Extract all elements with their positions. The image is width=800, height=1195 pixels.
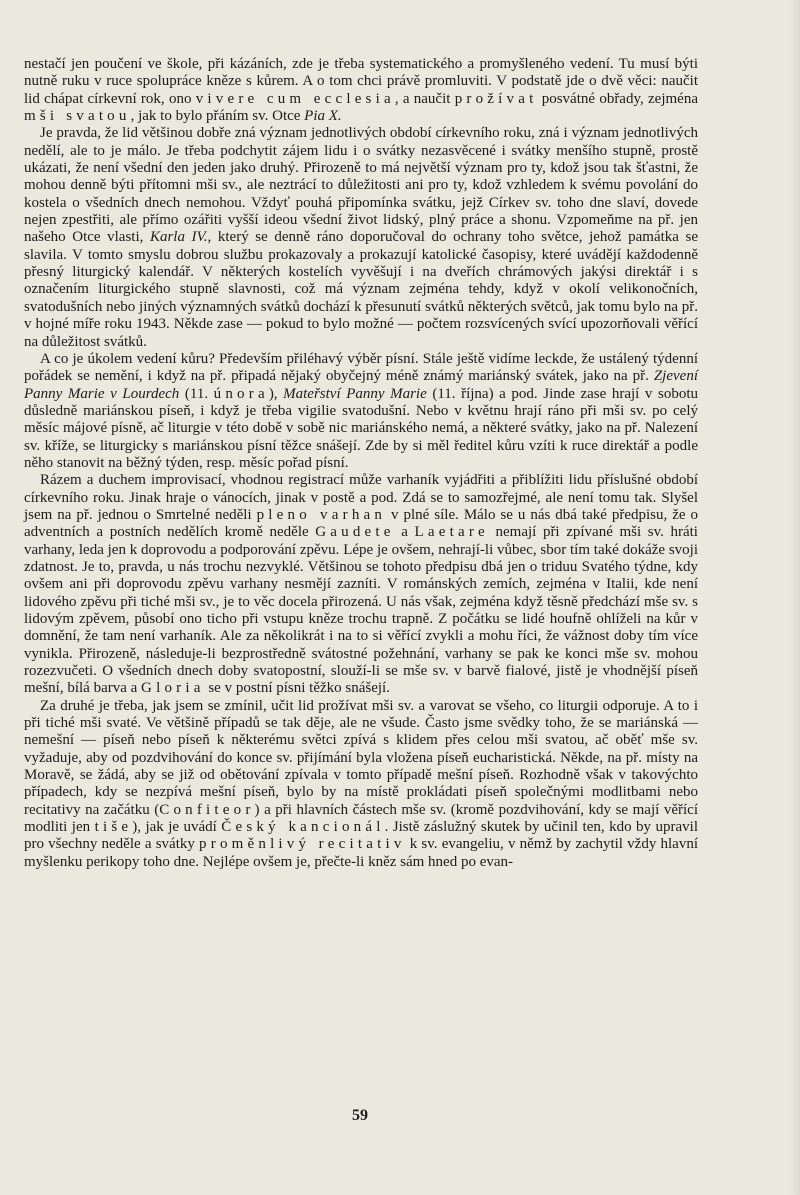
text-run: nemají při zpívané mši sv. hráti varhany, leda jen k doprovodu a podporování zpěvu. Lépe je ovšem, nehrají-li vůbec, sbor tím také dokáže svoji zdatnost. Je to, pravda, u nás trochu nezvyklé. Většinou se tohoto předpisu dbá jen o triduu Svatého týdne, kdy ovšem ani při doprovodu zpěvu varhany nesmějí zazníti. V románských zemích, zejména v Italii, kde není lidového zpěvu při tiché mši sv., je to věc docela přirozená. U nás však, zejména když těsně předchází mše sv. s lidovým zpěvem, působí ono ticho při vstupu kněze trochu trapně. Z počátku se lidé houfně ohlíželi na kůr v domnění, že tam není varhaník. Ale za několikrát i na to si věřící zvykli a mohu říci, že vážnost doby tím více vynikla. Přirozeně, následuje-li bezprostředně svátostné požehnání, varhany se pak ke konci mše sv. mohou rozezvučeti. O všedních dnech doby svatopostní, slouží-li se mše sv. v barvě fialové, jistě je vhodnější píseň mešní, bílá barva a: [24, 524, 698, 697]
text-run: A co je úkolem vedení kůru? Především přiléhavý výběr písní. Stále ještě vidíme leckde, že ustálený týdenní pořádek se nemění, i když na př. připadá nějaký obyčejný méně známý mariánský svátek, jako na př.: [24, 350, 698, 385]
spaced-text: února: [213, 385, 269, 402]
spaced-text: vivere cum ecclesia: [195, 90, 395, 107]
spaced-text: Confiteor: [159, 801, 255, 818]
spaced-text: prožívat: [454, 90, 538, 107]
paragraph: [24, 125, 698, 350]
text-run: ), jak je uvádí: [132, 819, 222, 836]
paragraph: [24, 351, 698, 472]
text-run: Za druhé je třeba, jak jsem se zmínil, učit lid prožívat mši sv. a varovat se všeho, co liturgii odporuje. A to i při tiché mši svaté. Ve většině případů se tak děje, ale ne všude. Často jsme svědky toho, že se mariánská — nemešní — píseň nebo píseň k některému světci zpívá s klidem přes celou mši svatou, ač oběť mše sv. vyžaduje, aby od pozdvihování do konce sv. přijímání byla vložena píseň eucharistická. Někde, na př. místy na Moravě, se žádá, aby se již od obětování zpívala v tomto případě mešní píseň. Rozhodně však v takovýchto případech, kdy se nezpívá mešní píseň, bylo by na místě prokládati píseň společnými modlitbami nebo recitativy na začátku (: [24, 697, 698, 818]
spaced-text: Laetare: [414, 524, 489, 541]
text-run: nestačí jen poučení ve škole, při kázáních, zde je třeba systematického a promyšleného vedení. Tu musí býti nutně ruku v ruce spolupráce kněze s kůrem. A o tom chci právě promluviti. V podstatě jde o dvě věci: naučit lid chápat církevní rok, ono: [24, 56, 698, 107]
italic-text: Pia X.: [304, 108, 342, 125]
spaced-text: proměnlivý recitativ: [199, 836, 406, 853]
text-run: Rázem a duchem improvisací, vhodnou registrací může varhaník vyjádřiti a přiblížiti lidu příslušné období církevního roku. Jinak hraje o vánocích, jinak v postě a pod. Zdá se to samozřejmé, ale není tomu tak. Slyšel jsem na př. jednou o Smrtelné neděli: [24, 472, 698, 523]
spaced-text: Český kancionál: [221, 819, 385, 836]
text-run: posvátné obřady, zejména: [537, 90, 698, 107]
italic-text: Zjevení Panny Marie v Lourdech: [24, 368, 698, 402]
page-edge-shadow: [790, 0, 800, 1195]
spaced-text: Gloria: [141, 680, 205, 697]
paragraph: [24, 56, 698, 125]
text-run: (11. října) a pod. Jinde zase hrají v sobotu důsledně mariánskou píseň, i když je třeba vigilie svatodušní. Nebo v květnu hrají ráno při mši sv. po celý měsíc májové písně, ač liturgie v této době v sobě nic mariánského nemá, a některé svátky, jako na př. Nalezení sv. kříže, se liturgicky s mariánskou písní těžce snášejí. Zde by si měl ředitel kůru vzíti k ruce direktář a podle něho stanovit na běžný týden, resp. měsíc pořad písní.: [24, 385, 698, 471]
spaced-text: Gaudete: [315, 524, 395, 541]
text-run: Je pravda, že lid většinou dobře zná význam jednotlivých období církevního roku, zná i význam jednotlivých nedělí, ale to je málo. Je třeba podchytit zájem lidu i o svátky nezasvěcené i svátky menšího stupně, prostě ukázati, že není všední den jeden jako druhý. Přirozeně to má největší význam pro ty, kdož jsou tak šťastni, že mohou denně býti přítomni mši sv., ale neztrácí to důležitosti ani pro ty, kdož vzhledem k svému povolání do kostela o všedních dnech nemohou. Vždyť pouhá připomínka svátku, jejž Církev sv. toho dne slaví, dovede nejen zpestřiti, ale přímo ozářiti vyšší ideou všední život lidský, plný práce a shonu. Vzpomeňme na př. jen našeho Otce vlasti,: [24, 125, 698, 246]
italic-text: Mateřství Panny Marie: [283, 385, 427, 402]
text-run: . Jistě záslužný skutek by učinil ten, kdo by upravil pro všechny neděle a svátky: [24, 819, 698, 853]
text-run: k sv. evangeliu, v němž by zachytil vždy hlavní myšlenku perikopy toho dne. Nejlépe ovšem je, přečte-li kněz sám hned po evan-: [24, 836, 698, 870]
text-run: v plné síle. Málo se u nás dbá také předpisu, že o adventních a postních nedělích kromě neděle: [24, 506, 698, 541]
spaced-text: tiše: [94, 819, 133, 836]
body-text: [24, 56, 698, 871]
text-run: , a naučit: [394, 90, 455, 107]
paragraph: [24, 472, 698, 697]
text-run: ),: [268, 385, 284, 402]
text-run: se v postní písni těžko snášejí.: [204, 680, 390, 697]
spaced-text: mši svatou: [24, 108, 131, 125]
paragraph: [24, 698, 698, 871]
text-run: (11.: [179, 385, 214, 402]
text-run: , který se denně ráno doporučoval do ochrany toho světce, jehož památka se slavila. V tomto smyslu dobrou službu prokazovaly a prokazují katolické časopisy, které uvádějí každodenně přesný liturgický kalendář. V některých kostelích vyvěšují i na dveřích chrámových jakýsi direktář i s označením liturgického stupně slavnosti, což má význam zejména tehdy, když v okolí velikonočních, svatodušních nebo jiných významných svátků dochází k přesunutí svátků některých světců, jak tomu bylo na př. v hojné míře roku 1943. Někde zase — pokud to bylo možné — počtem rozsvícených svící upozorňovali věřící na důležitost svátků.: [24, 229, 699, 350]
italic-text: Karla IV.: [149, 229, 208, 246]
text-run: ) a při hlavních částech mše sv. (kromě pozdvihování, kdy se mají věřící modliti jen: [24, 801, 698, 836]
page-number: 59: [352, 1107, 368, 1124]
text-run: , jak to bylo přáním sv. Otce: [130, 108, 305, 125]
text-run: a: [394, 524, 415, 541]
spaced-text: pleno varhan: [256, 506, 387, 523]
